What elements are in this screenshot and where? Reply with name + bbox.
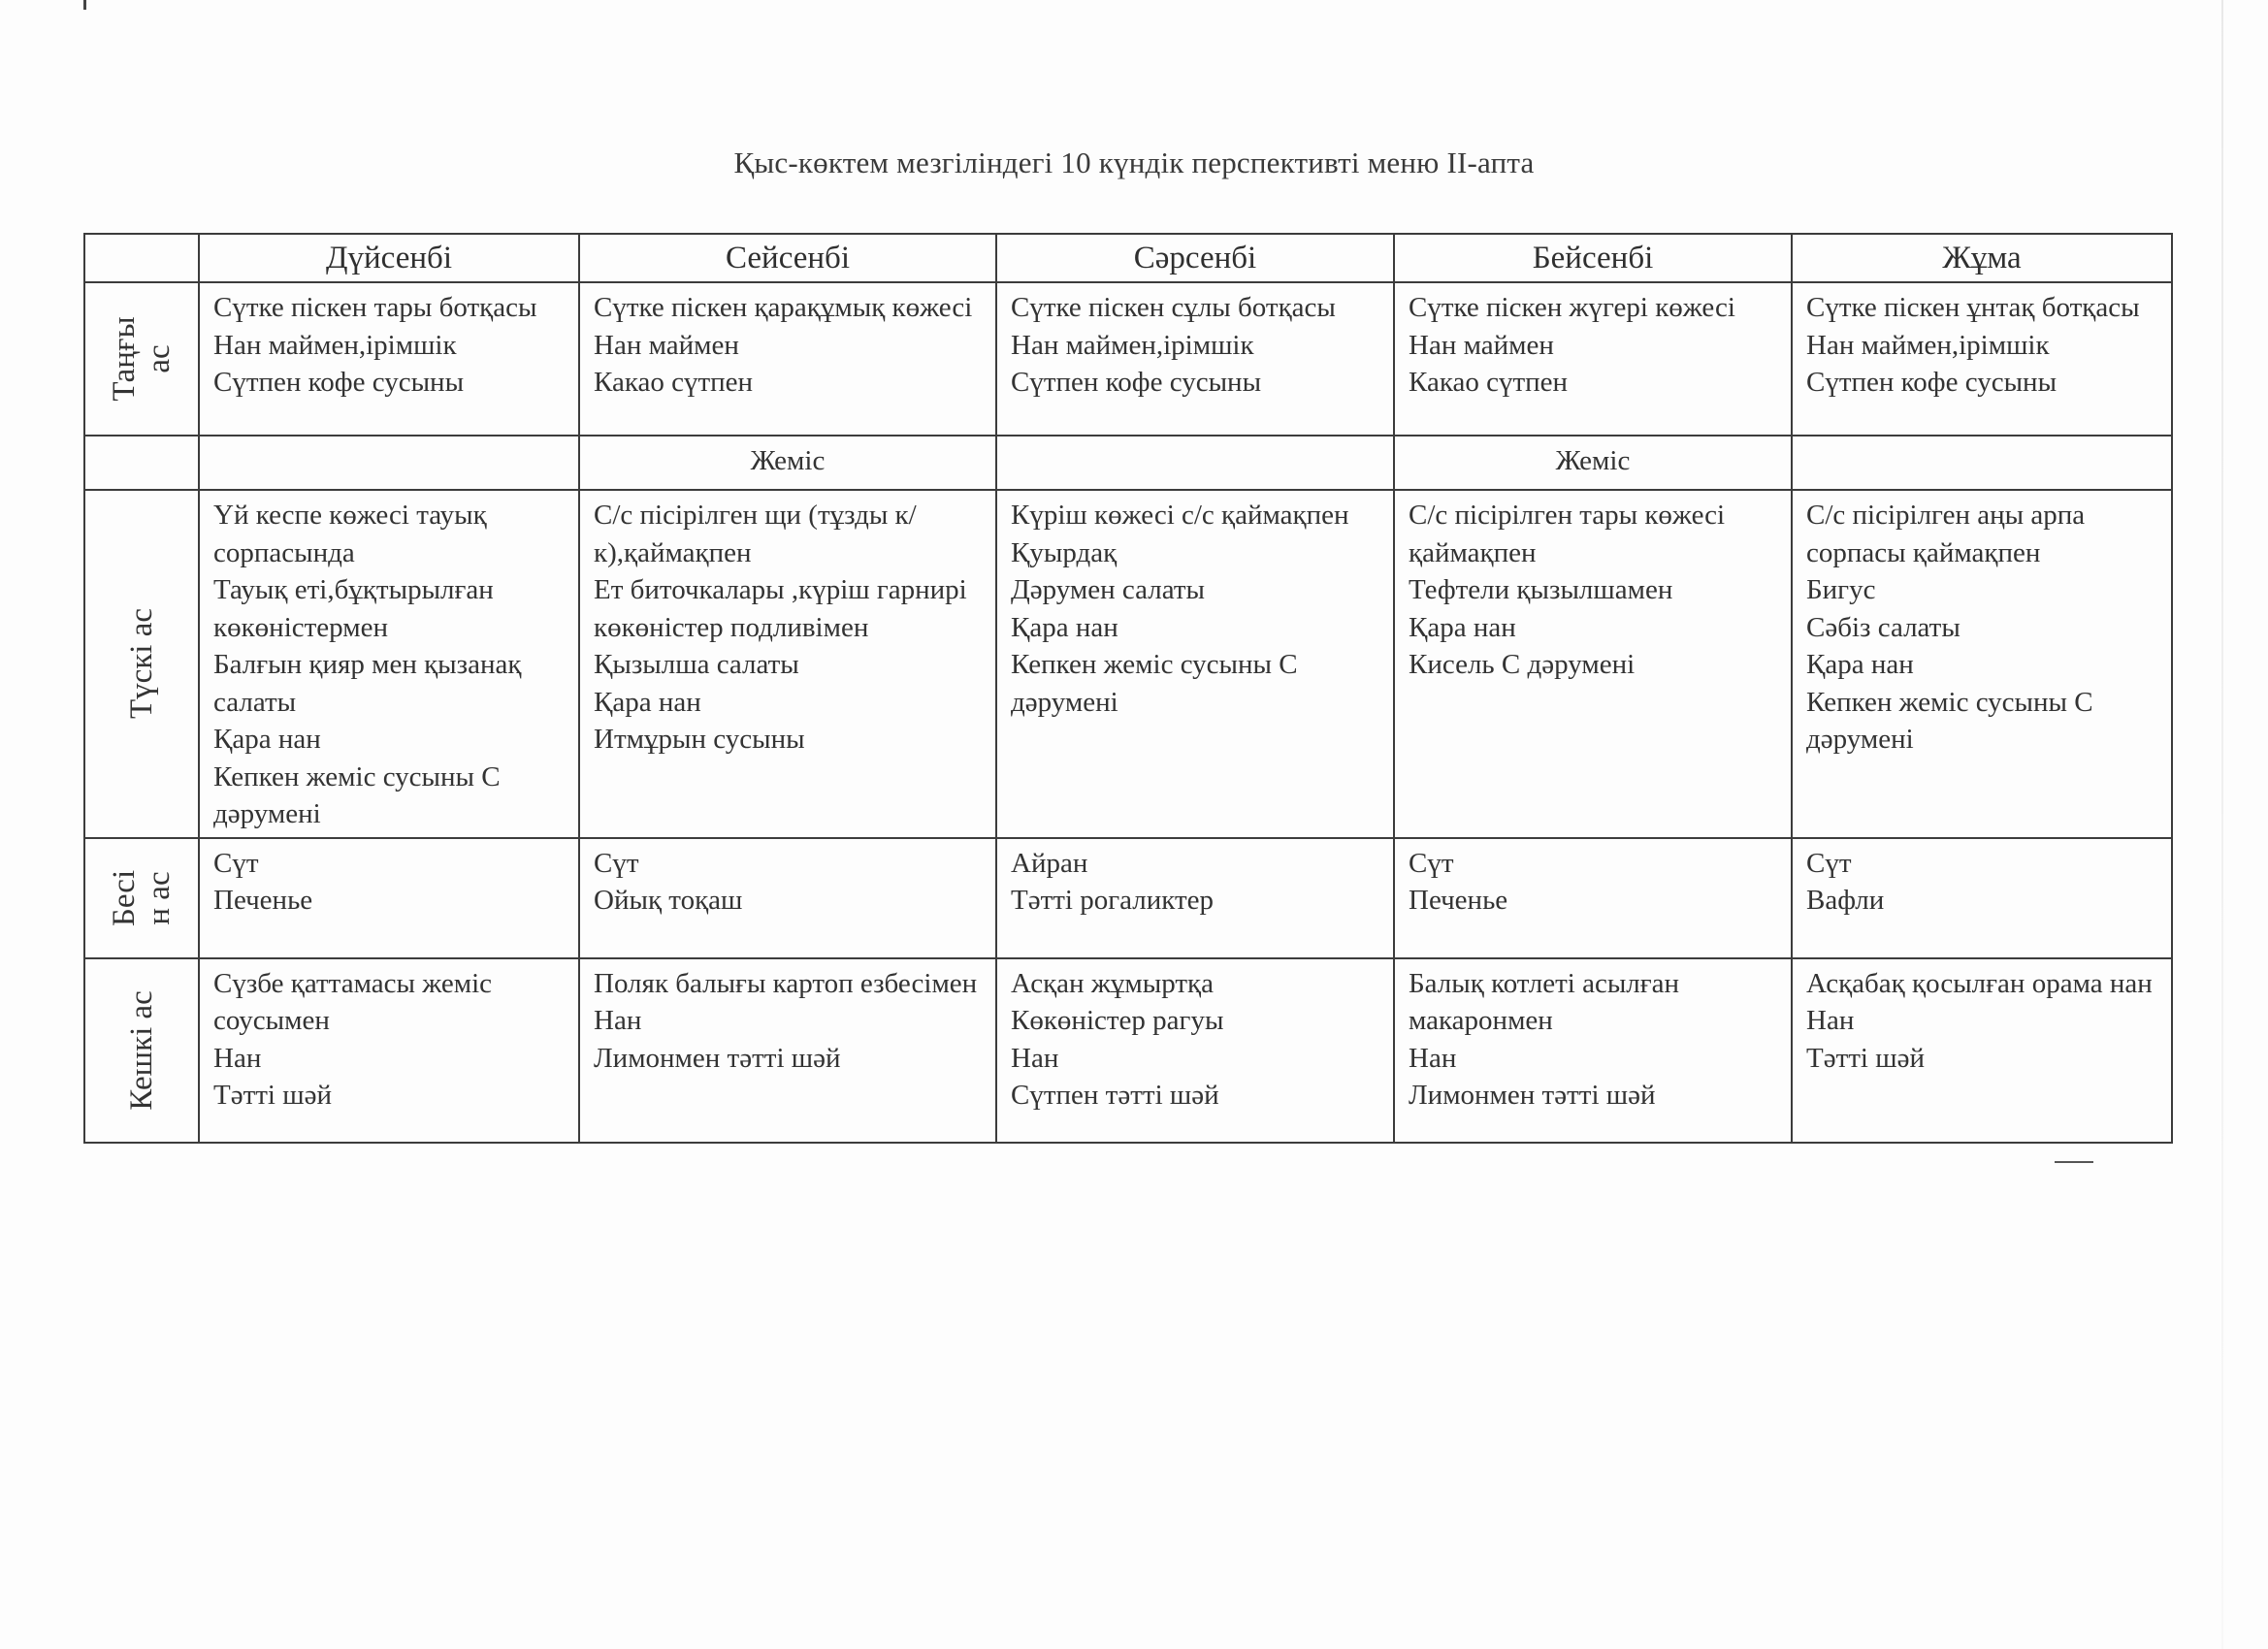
- menu-item: Үй кеспе көжесі тауық сорпасында: [213, 500, 487, 568]
- menu-item-list: [200, 839, 578, 923]
- menu-item: Сүтке піскен қарақұмық көжесі: [594, 292, 973, 323]
- menu-item: С/с пісірілген щи (тұзды к/к),қаймақпен: [594, 500, 917, 568]
- menu-item-list: [580, 959, 995, 1082]
- scan-edge-shadow: [2221, 0, 2223, 1649]
- menu-item: Сүт: [1409, 847, 1454, 879]
- menu-item: Лимонмен тәтті шәй: [594, 1042, 841, 1074]
- menu-item: Кепкен жеміс сусыны С дәрумені: [213, 760, 501, 829]
- day-header-monday: Дүйсенбі: [199, 234, 579, 282]
- lunch-cell-day-1: [199, 490, 579, 838]
- snack-row: [84, 838, 2172, 958]
- menu-item: Тауық еті,бұқтырылған көкөністермен: [213, 574, 494, 643]
- menu-item-list: [1793, 491, 2171, 762]
- menu-item: Қара нан: [1011, 611, 1118, 643]
- day-header-thursday: Бейсенбі: [1394, 234, 1792, 282]
- menu-item: С/с пісірілген тары көжесі қаймақпен: [1409, 500, 1726, 568]
- dinner-cell-day-4: [1394, 958, 1792, 1143]
- fruit-cell-day-4: Жеміс: [1394, 436, 1792, 490]
- menu-item-list: [200, 959, 578, 1118]
- menu-item-list: [997, 839, 1393, 923]
- lunch-row: [84, 490, 2172, 838]
- dinner-cell-day-5: [1792, 958, 2172, 1143]
- menu-item: Қара нан: [1806, 649, 1914, 680]
- menu-item-list: [580, 283, 995, 405]
- menu-item-list: [997, 283, 1393, 405]
- menu-item: Дәрумен салаты: [1011, 574, 1205, 605]
- menu-item: Нан: [1806, 1005, 1855, 1036]
- dinner-cell-day-1: [199, 958, 579, 1143]
- snack-cell-day-1: [199, 838, 579, 958]
- scan-artifact-dash: [2055, 1161, 2093, 1163]
- menu-item: Сәбіз салаты: [1806, 611, 1960, 643]
- meal-label-text: [124, 990, 159, 1111]
- menu-item: Нан маймен: [1409, 329, 1554, 361]
- breakfast-cell-day-1: [199, 282, 579, 436]
- fruit-cell-day-3: [996, 436, 1394, 490]
- menu-item: Сүтпен кофе сусыны: [1011, 367, 1262, 398]
- menu-item-list: [200, 491, 578, 837]
- meal-label-line: ас: [142, 344, 177, 373]
- menu-item: Қара нан: [1409, 611, 1516, 643]
- menu-item: Ойық тоқаш: [594, 885, 743, 916]
- menu-item: Сүтке піскен ұнтақ ботқасы: [1806, 292, 2140, 323]
- snack-cell-day-2: [579, 838, 996, 958]
- menu-item: Нан: [594, 1005, 642, 1036]
- fruit-cell-day-1: [199, 436, 579, 490]
- menu-item: Лимонмен тәтті шәй: [1409, 1080, 1656, 1111]
- menu-item: Асқабақ қосылған орама нан: [1806, 967, 2153, 999]
- meal-label-line: Таңғы: [107, 316, 142, 402]
- menu-item: Балық котлеті асылған макаронмен: [1409, 967, 1680, 1036]
- menu-item: Асқан жұмыртқа: [1011, 967, 1214, 999]
- header-row: [84, 234, 2172, 282]
- menu-item: Кепкен жеміс сусыны С дәрумені: [1011, 649, 1298, 718]
- menu-item: Қара нан: [594, 686, 701, 718]
- scan-artifact-mark: [83, 0, 86, 10]
- menu-item-list: [580, 491, 995, 762]
- day-header-tuesday: Сейсенбі: [579, 234, 996, 282]
- menu-item: Сүт: [1806, 847, 1852, 879]
- menu-item: Сүт: [213, 847, 259, 879]
- menu-item-list: [580, 839, 995, 923]
- menu-item: Қара нан: [213, 724, 321, 755]
- breakfast-row: [84, 282, 2172, 436]
- meal-label-line: Түскі ас: [124, 608, 159, 720]
- menu-item: Күріш көжесі с/с қаймақпен: [1011, 500, 1349, 531]
- menu-item: Какао сүтпен: [594, 367, 754, 398]
- menu-item-list: [997, 959, 1393, 1118]
- meal-label-lunch: [84, 490, 199, 838]
- day-header-wednesday: Сәрсенбі: [996, 234, 1394, 282]
- meal-label-line: Бесі: [107, 869, 142, 926]
- lunch-cell-day-4: [1394, 490, 1792, 838]
- breakfast-cell-day-2: [579, 282, 996, 436]
- menu-item: Сүтпен тәтті шәй: [1011, 1080, 1219, 1111]
- fruit-cell-day-2: Жеміс: [579, 436, 996, 490]
- meal-label-line: Кешкі ас: [124, 989, 159, 1111]
- menu-item: Кепкен жеміс сусыны С дәрумені: [1806, 686, 2093, 755]
- menu-item: Балғын қияр мен қызанақ салаты: [213, 649, 522, 718]
- menu-item: Вафли: [1806, 885, 1885, 916]
- menu-item: Сүтпен кофе сусыны: [213, 367, 465, 398]
- menu-item: Печенье: [1409, 885, 1508, 916]
- menu-item: Көкөністер рагуы: [1011, 1005, 1224, 1036]
- menu-item: Ет биточкалары ,күріш гарнирі көкөністер подливімен: [594, 574, 967, 643]
- menu-item: Тефтели қызылшамен: [1409, 574, 1673, 605]
- day-header-friday: Жұма: [1792, 234, 2172, 282]
- menu-item: Нан маймен,ірімшік: [1806, 329, 2050, 361]
- menu-item: Нан маймен,ірімшік: [213, 329, 457, 361]
- menu-item-list: [1793, 283, 2171, 405]
- menu-item: С/с пісірілген аңы арпа сорпасы қаймақпен: [1806, 500, 2086, 568]
- menu-item: Печенье: [213, 885, 313, 916]
- meal-label-text: [124, 608, 159, 719]
- menu-item: Нан: [1409, 1042, 1457, 1074]
- dinner-cell-day-3: [996, 958, 1394, 1143]
- meal-label-dinner: [84, 958, 199, 1143]
- menu-item: Тәтті шәй: [1806, 1042, 1925, 1074]
- menu-item-list: [997, 491, 1393, 725]
- menu-item: Бигус: [1806, 574, 1876, 605]
- lunch-cell-day-2: [579, 490, 996, 838]
- dinner-cell-day-2: [579, 958, 996, 1143]
- menu-item: Сүтке піскен сұлы ботқасы: [1011, 292, 1336, 323]
- menu-item: Тәтті шәй: [213, 1080, 332, 1111]
- menu-item-list: [1395, 491, 1791, 688]
- menu-item: Сүтке піскен тары ботқасы: [213, 292, 537, 323]
- menu-item-list: [1395, 283, 1791, 405]
- breakfast-cell-day-3: [996, 282, 1394, 436]
- snack-cell-day-3: [996, 838, 1394, 958]
- menu-item: Итмұрын сусыны: [594, 724, 805, 755]
- document-title: Қыс-көктем мезгіліндегі 10 күндік перспективті меню ІІ-апта: [733, 146, 1535, 179]
- menu-item-list: [1395, 959, 1791, 1118]
- menu-item: Қуырдақ: [1011, 536, 1118, 568]
- menu-item: Сүтке піскен жүгері көжесі: [1409, 292, 1735, 323]
- menu-item-list: [1793, 839, 2171, 923]
- menu-item: Сүт: [594, 847, 639, 879]
- meal-label-text: [107, 869, 177, 925]
- lunch-cell-day-3: [996, 490, 1394, 838]
- fruit-cell-day-5: [1792, 436, 2172, 490]
- menu-item: Сүтпен кофе сусыны: [1806, 367, 2057, 398]
- menu-item: Нан: [213, 1042, 262, 1074]
- menu-item: Нан маймен: [594, 329, 739, 361]
- menu-item: Поляк балығы картоп езбесімен: [594, 967, 978, 999]
- snack-cell-day-4: [1394, 838, 1792, 958]
- fruit-row: [84, 436, 2172, 490]
- menu-item: Қызылша салаты: [594, 649, 799, 680]
- menu-item: Нан маймен,ірімшік: [1011, 329, 1254, 361]
- menu-item: Сүзбе қаттамасы жеміс соусымен: [213, 967, 493, 1036]
- menu-item-list: [1395, 839, 1791, 923]
- breakfast-cell-day-4: [1394, 282, 1792, 436]
- menu-item-list: [200, 283, 578, 405]
- meal-label-fruit: [84, 436, 199, 490]
- breakfast-cell-day-5: [1792, 282, 2172, 436]
- meal-label-snack: [84, 838, 199, 958]
- lunch-cell-day-5: [1792, 490, 2172, 838]
- menu-item: Нан: [1011, 1042, 1059, 1074]
- menu-item: Айран: [1011, 847, 1088, 879]
- header-corner-cell: [84, 234, 199, 282]
- dinner-row: [84, 958, 2172, 1143]
- menu-table: [83, 233, 2173, 1144]
- menu-item: Какао сүтпен: [1409, 367, 1569, 398]
- meal-label-line: н ас: [142, 870, 177, 925]
- meal-label-breakfast: [84, 282, 199, 436]
- menu-item: Кисель С дәрумені: [1409, 649, 1636, 680]
- snack-cell-day-5: [1792, 838, 2172, 958]
- menu-item: Тәтті рогаликтер: [1011, 885, 1215, 916]
- menu-item-list: [1793, 959, 2171, 1082]
- meal-label-text: [107, 316, 177, 401]
